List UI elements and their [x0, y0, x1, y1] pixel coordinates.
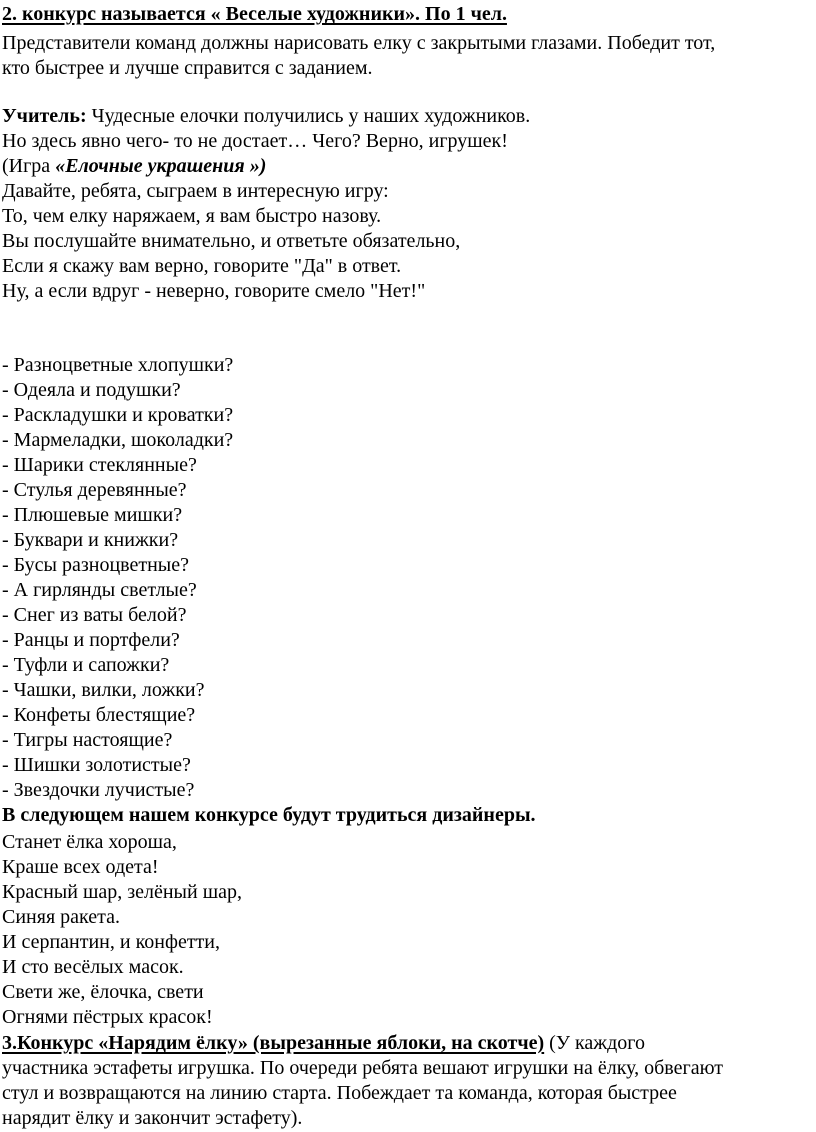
- question-item: - Чашки, вилки, ложки?: [2, 679, 205, 701]
- question-item: - Стулья деревянные?: [2, 479, 187, 501]
- poem-line: Ну, а если вдруг - неверно, говорите смело "Нет!": [2, 280, 426, 302]
- contest3-title: 3.Конкурс «Нарядим ёлку» (вырезанные яблоки, на скотче): [2, 1032, 545, 1054]
- poem-line: Если я скажу вам верно, говорите "Да" в ответ.: [2, 255, 402, 277]
- designers-poem-line: Красный шар, зелёный шар,: [2, 881, 242, 903]
- poem-line: Давайте, ребята, сыграем в интересную игру:: [2, 180, 389, 202]
- question-item: - Тигры настоящие?: [2, 729, 173, 751]
- question-item: - А гирлянды светлые?: [2, 579, 197, 601]
- game-open-paren: (Игра: [2, 155, 56, 177]
- question-item: - Конфеты блестящие?: [2, 704, 196, 726]
- poem-line: Вы послушайте внимательно, и ответьте обязательно,: [2, 230, 461, 252]
- contest2-desc-line1: Представители команд должны нарисовать елку с закрытыми глазами. Победит тот,: [2, 32, 716, 54]
- question-item: - Разноцветные хлопушки?: [2, 354, 234, 376]
- contest3-desc-line2: участника эстафеты игрушка. По очереди ребята вешают игрушки на ёлку, обвегают: [2, 1057, 723, 1079]
- designers-poem-line: Свети же, ёлочка, свети: [2, 981, 204, 1003]
- contest3-line1: [2, 1031, 645, 1056]
- question-item: - Ранцы и портфели?: [2, 629, 180, 651]
- question-item: - Буквари и книжки?: [2, 529, 179, 551]
- designers-poem-line: И серпантин, и конфетти,: [2, 931, 220, 953]
- game-title: «Елочные украшения »): [55, 155, 267, 177]
- contest3-desc-line3: стул и возвращаются на линию старта. Побеждает та команда, которая быстрее: [2, 1082, 677, 1104]
- designers-poem-line: И сто весёлых масок.: [2, 956, 184, 978]
- designers-heading: В следующем нашем конкурсе будут трудиться дизайнеры.: [2, 804, 536, 826]
- contest3-desc-start: (У каждого: [544, 1032, 645, 1054]
- question-item: - Туфли и сапожки?: [2, 654, 170, 676]
- game-title-line: [2, 154, 266, 179]
- contest3-desc-line4: нарядит ёлку и закончит эстафету).: [2, 1107, 303, 1129]
- question-item: - Звездочки лучистые?: [2, 779, 195, 801]
- teacher-line1-text: Чудесные елочки получились у наших художников.: [86, 105, 531, 127]
- poem-line: То, чем елку наряжаем, я вам быстро назову.: [2, 205, 382, 227]
- question-item: - Мармеладки, шоколадки?: [2, 429, 234, 451]
- teacher-line1: [2, 104, 530, 129]
- designers-poem-line: Станет ёлка хороша,: [2, 831, 177, 853]
- question-item: - Бусы разноцветные?: [2, 554, 189, 576]
- question-item: - Снег из ваты белой?: [2, 604, 187, 626]
- question-item: - Шарики стеклянные?: [2, 454, 197, 476]
- contest2-desc-line2: кто быстрее и лучше справится с заданием.: [2, 57, 373, 79]
- question-item: - Шишки золотистые?: [2, 754, 191, 776]
- teacher-label: Учитель:: [2, 105, 87, 127]
- designers-poem-line: Синяя ракета.: [2, 906, 120, 928]
- designers-poem-line: Краше всех одета!: [2, 856, 159, 878]
- question-item: - Одеяла и подушки?: [2, 379, 181, 401]
- question-item: - Плюшевые мишки?: [2, 504, 183, 526]
- designers-poem-line: Огнями пёстрых красок!: [2, 1006, 213, 1028]
- contest2-title: 2. конкурс называется « Веселые художники». По 1 чел.: [2, 3, 507, 25]
- question-item: - Раскладушки и кроватки?: [2, 404, 234, 426]
- teacher-line2: Но здесь явно чего- то не достает… Чего? Верно, игрушек!: [2, 130, 508, 152]
